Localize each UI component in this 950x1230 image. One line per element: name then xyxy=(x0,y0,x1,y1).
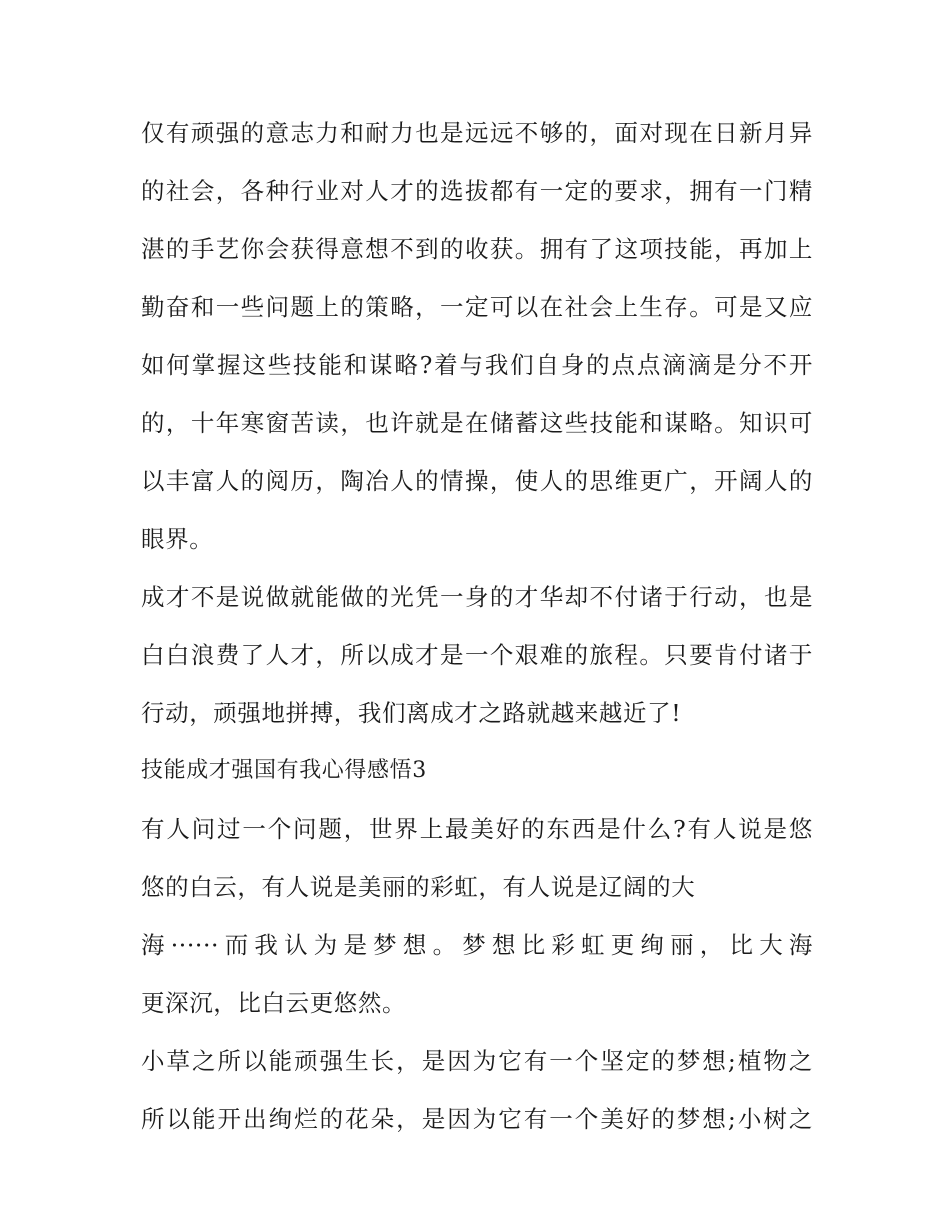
text-line: 小草之所以能顽强生长，是因为它有一个坚定的梦想;植物之 xyxy=(141,1047,813,1075)
text-line: 以丰富人的阅历，陶冶人的情操，使人的思维更广，开阔人的 xyxy=(141,467,813,495)
text-line: 成才不是说做就能做的光凭一身的才华却不付诸于行动，也是 xyxy=(141,583,813,611)
text-line: 的社会，各种行业对人才的选拔都有一定的要求，拥有一门精 xyxy=(141,177,813,205)
text-line: 所以能开出绚烂的花朵，是因为它有一个美好的梦想;小树之 xyxy=(141,1105,813,1133)
document-body xyxy=(141,104,813,1148)
text-line: 行动，顽强地拼搏，我们离成才之路就越来越近了! xyxy=(141,699,682,727)
text-line: 海······而我认为是梦想。梦想比彩虹更绚丽，比大海 xyxy=(141,931,813,959)
text-line: 仅有顽强的意志力和耐力也是远远不够的，面对现在日新月异 xyxy=(141,119,813,147)
text-line: 如何掌握这些技能和谋略?着与我们自身的点点滴滴是分不开 xyxy=(141,351,813,379)
section-heading: 技能成才强国有我心得感悟3 xyxy=(141,758,427,783)
text-line: 的，十年寒窗苦读，也许就是在储蓄这些技能和谋略。知识可 xyxy=(141,409,813,437)
text-line: 悠的白云，有人说是美丽的彩虹，有人说是辽阔的大 xyxy=(141,873,696,901)
text-line: 勤奋和一些问题上的策略，一定可以在社会上生存。可是又应 xyxy=(141,293,813,321)
text-line: 眼界。 xyxy=(141,525,214,553)
text-line: 有人问过一个问题，世界上最美好的东西是什么?有人说是悠 xyxy=(141,815,813,843)
text-line: 白白浪费了人才，所以成才是一个艰难的旅程。只要肯付诸于 xyxy=(141,641,813,669)
text-line: 更深沉，比白云更悠然。 xyxy=(141,989,407,1017)
text-line: 湛的手艺你会获得意想不到的收获。拥有了这项技能，再加上 xyxy=(141,235,813,263)
